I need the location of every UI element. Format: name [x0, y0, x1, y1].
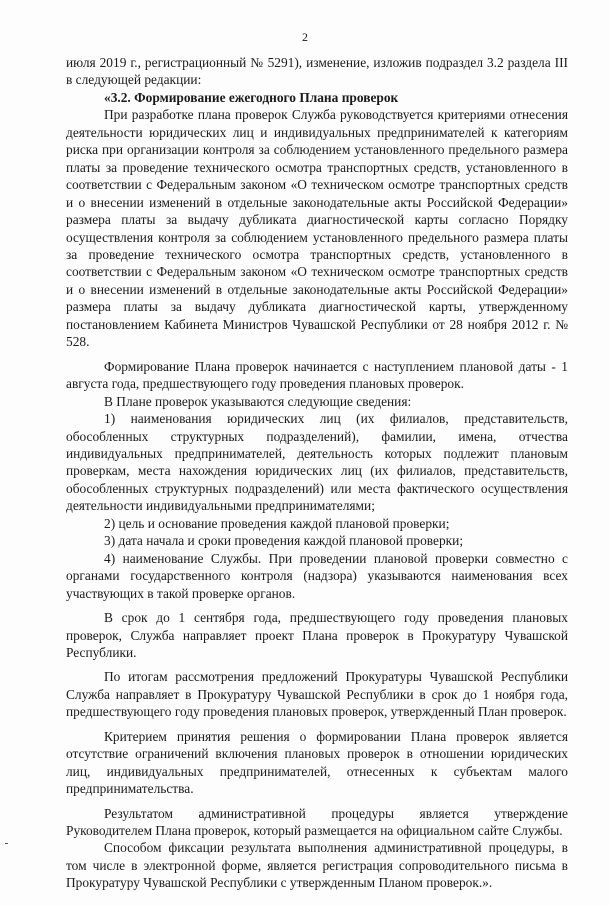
paragraph-plan-info: В Плане проверок указываются следующие сведения:	[104, 393, 412, 409]
list-item-2: 2) цель и основание проведения каждой плановой проверки;	[104, 515, 450, 531]
list-item-1: 1) наименования юридических лиц (их филиалов, представительств, обособленных структурных подразделений), фамилии, имена, отчества индивидуальных предпринимателей, деятельность которых подлежит плановым проверкам, места нахождения юридических лиц (их филиалов, представительств, обособленных структурных подразделений) или места фактического осуществления деятельности индивидуальными предпринимателями;	[66, 411, 568, 514]
section-heading: «3.2. Формирование ежегодного Плана проверок	[104, 89, 399, 105]
document-body	[66, 54, 568, 892]
page-number: 2	[302, 30, 308, 44]
scan-margin-mark	[5, 843, 8, 844]
paragraph-result: Результатом административной процедуры является утверждение Руководителем Плана проверок, который размещается на официальном сайте Службы.	[66, 805, 568, 839]
paragraph-plan-start: Формирование Плана проверок начинается с наступлением плановой даты - 1 августа года, предшествующего году проведения плановых проверок.	[66, 358, 568, 392]
list-item-3: 3) дата начала и сроки проведения каждой плановой проверки;	[104, 533, 464, 549]
paragraph-fixation-method: Способом фиксации результата выполнения административной процедуры, в том числе в электронной форме, является регистрация сопроводительного письма в Прокуратуру Чувашской Республики с утвержденным Планом проверок.».	[66, 840, 568, 891]
intro-paragraph: июля 2019 г., регистрационный № 5291), изменение, изложив подраздел 3.2 раздела III в следующей редакции:	[66, 55, 568, 88]
paragraph-september-deadline: В срок до 1 сентября года, предшествующего году проведения плановых проверок, Служба направляет проект Плана проверок в Прокуратуру Чувашской Республики.	[66, 610, 568, 660]
list-item-4: 4) наименование Службы. При проведении плановой проверки совместно с органами государственного контроля (надзора) указываются наименования всех участвующих в такой проверке органов.	[66, 550, 568, 601]
paragraph-criteria: При разработке плана проверок Служба руководствуется критериями отнесения деятельности юридических лиц и индивидуальных предпринимателей к категориям риска при организации контроля за соблюдением установленного предельного размера платы за проведение технического осмотра транспортных средств, установленного в соответствии с Федеральным законом «О техническом осмотре транспортных средств и о внесении изменений в отдельные законодательные акты Российской Федерации» размера платы за выдачу дубликата диагностической карты согласно Порядку осуществления контроля за соблюдением установленного предельного размера платы за проведение технического осмотра транспортных средств, установленного в соответствии с Федеральным законом «О техническом осмотре транспортных средств и о внесении изменений в отдельные законодательные акты Российской Федерации» размера платы за выдачу дубликата диагностической карты, утвержденному постановлением Кабинета Министров Чувашской Республики от 28 ноября 2012 г. № 528.	[66, 107, 568, 350]
paragraph-decision-criterion: Критерием принятия решения о формировании Плана проверок является отсутствие ограничений включения плановых проверок в отношении юридических лиц, индивидуальных предпринимателей, отнесенных к субъектам малого предпринимательства.	[66, 728, 568, 797]
paragraph-november-deadline: По итогам рассмотрения предложений Прокуратуры Чувашской Республики Служба направляет в Прокуратуру Чувашской Республики в срок до 1 ноября года, предшествующего году проведения плановых проверок, утвержденный План проверок.	[66, 669, 568, 720]
